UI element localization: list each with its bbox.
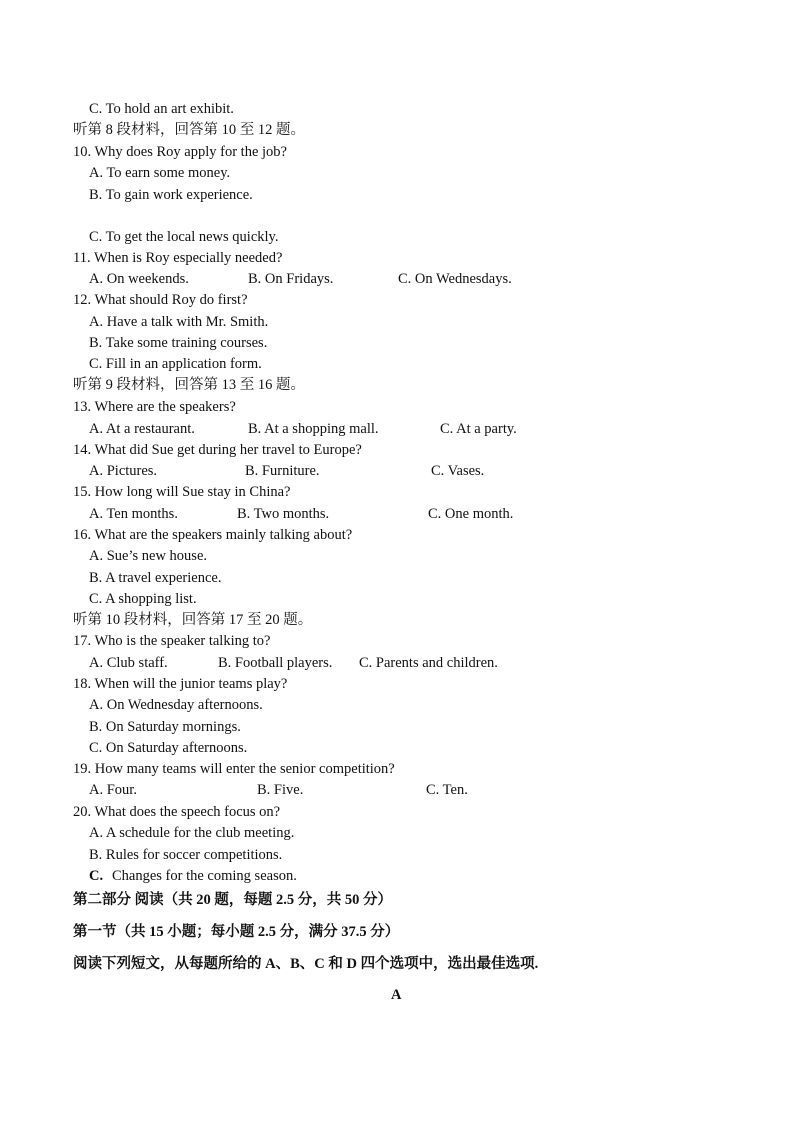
option-text: B. On Fridays.	[248, 271, 334, 287]
question-19: 19. How many teams will enter the senior competition?	[73, 761, 395, 777]
question-20: 20. What does the speech focus on?	[73, 804, 281, 820]
option-text: B. A travel experience.	[89, 570, 222, 586]
section-instruction: 听第 9 段材料，回答第 13 至 16 题。	[73, 377, 305, 393]
option-text: C. One month.	[428, 506, 514, 522]
question-18: 18. When will the junior teams play?	[73, 676, 288, 692]
question-10: 10. Why does Roy apply for the job?	[73, 144, 287, 160]
question-14: 14. What did Sue get during her travel to Europe?	[73, 442, 362, 458]
option-text: C. On Wednesdays.	[398, 271, 512, 287]
option-text: A. On Wednesday afternoons.	[89, 697, 263, 713]
option-text: A. Club staff.	[89, 655, 168, 671]
part-heading: 第二部分 阅读（共 20 题，每题 2.5 分，共 50 分）	[73, 892, 392, 908]
option-text: A. Have a talk with Mr. Smith.	[89, 314, 269, 330]
option-text: B. Furniture.	[245, 463, 320, 479]
question-13: 13. Where are the speakers?	[73, 399, 236, 415]
option-text: B. On Saturday mornings.	[89, 719, 241, 735]
question-17: 17. Who is the speaker talking to?	[73, 633, 271, 649]
reading-instruction: 阅读下列短文，从每题所给的 A、B、C 和 D 四个选项中，选出最佳选项.	[73, 956, 539, 972]
option-text: A. Four.	[89, 782, 137, 798]
option-text: C. Vases.	[431, 463, 485, 479]
option-text: B. Five.	[257, 782, 304, 798]
question-12: 12. What should Roy do first?	[73, 292, 248, 308]
option-text: A. Pictures.	[89, 463, 158, 479]
question-16: 16. What are the speakers mainly talking about?	[73, 527, 353, 543]
option-text: C. On Saturday afternoons.	[89, 740, 248, 756]
option-text: B. At a shopping mall.	[248, 421, 379, 437]
option-text: B. Football players.	[218, 655, 333, 671]
option-text: A. Sue’s new house.	[89, 548, 208, 564]
option-text: C. A shopping list.	[89, 591, 197, 607]
option-text: C. Fill in an application form.	[89, 356, 262, 372]
section-instruction: 听第 8 段材料，回答第 10 至 12 题。	[73, 122, 305, 138]
option-text: B. Rules for soccer competitions.	[89, 847, 283, 863]
option-text: A. On weekends.	[89, 271, 189, 287]
option-text: C. At a party.	[440, 421, 517, 437]
passage-label: A	[391, 987, 402, 1003]
option-text: C. To hold an art exhibit.	[89, 101, 234, 117]
option-text: B. Two months.	[237, 506, 330, 522]
option-text: A. At a restaurant.	[89, 421, 195, 437]
option-text: C. Parents and children.	[359, 655, 498, 671]
option-text: C. To get the local news quickly.	[89, 229, 279, 245]
question-15: 15. How long will Sue stay in China?	[73, 484, 291, 500]
option-letter: C.	[89, 868, 104, 884]
option-text: Changes for the coming season.	[112, 868, 297, 884]
option-text: A. Ten months.	[89, 506, 178, 522]
section-instruction: 听第 10 段材料，回答第 17 至 20 题。	[73, 612, 313, 628]
section-heading: 第一节（共 15 小题；每小题 2.5 分，满分 37.5 分）	[73, 924, 400, 940]
option-text: A. A schedule for the club meeting.	[89, 825, 295, 841]
option-text: A. To earn some money.	[89, 165, 231, 181]
option-text: B. To gain work experience.	[89, 187, 253, 203]
option-text: C. Ten.	[426, 782, 468, 798]
option-text: B. Take some training courses.	[89, 335, 268, 351]
question-11: 11. When is Roy especially needed?	[73, 250, 283, 266]
